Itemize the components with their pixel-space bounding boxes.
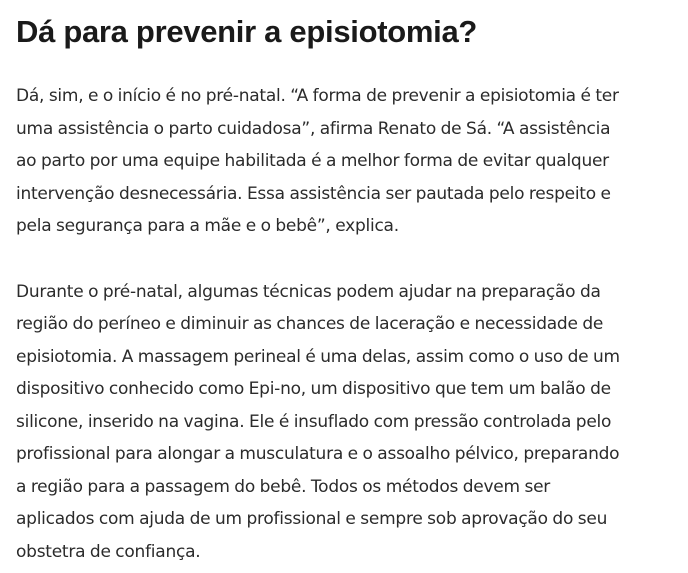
paragraph-line: Dá, sim, e o início é no pré-natal. “A forma de prevenir a episiotomia é ter	[16, 86, 619, 106]
paragraph-line: Durante o pré-natal, algumas técnicas podem ajudar na preparação da	[16, 281, 601, 302]
paragraph-prevention-answer	[16, 80, 676, 243]
paragraph-line: pela segurança para a mãe e o bebê”, explica.	[16, 216, 399, 236]
paragraph-line: região do períneo e diminuir as chances de laceração e necessidade de	[16, 314, 604, 334]
paragraph-line: silicone, inserido na vagina. Ele é insuflado com pressão controlada pelo	[16, 411, 612, 432]
paragraph-line: uma assistência o parto cuidadosa”, afirma Renato de Sá. “A assistência	[16, 118, 611, 139]
paragraph-line: obstetra de confiança.	[16, 541, 201, 562]
paragraph-line: profissional para alongar a musculatura e o assoalho pélvico, preparando	[16, 444, 620, 464]
section-heading: Dá para prevenir a episiotomia?	[16, 14, 478, 49]
paragraph-line: aplicados com ajuda de um profissional e sempre sob aprovação do seu	[16, 509, 608, 529]
paragraph-line: a região para a passagem do bebê. Todos os métodos devem ser	[16, 476, 551, 497]
paragraph-line: intervenção desnecessária. Essa assistência ser pautada pelo respeito e	[16, 183, 611, 204]
paragraph-line: episiotomia. A massagem perineal é uma delas, assim como o uso de um	[16, 346, 620, 367]
paragraph-line: ao parto por uma equipe habilitada é a melhor forma de evitar qualquer	[16, 151, 609, 171]
paragraph-prenatal-techniques	[16, 276, 676, 569]
article-section	[16, 10, 676, 568]
paragraph-line: dispositivo conhecido como Epi-no, um dispositivo que tem um balão de	[16, 379, 611, 399]
